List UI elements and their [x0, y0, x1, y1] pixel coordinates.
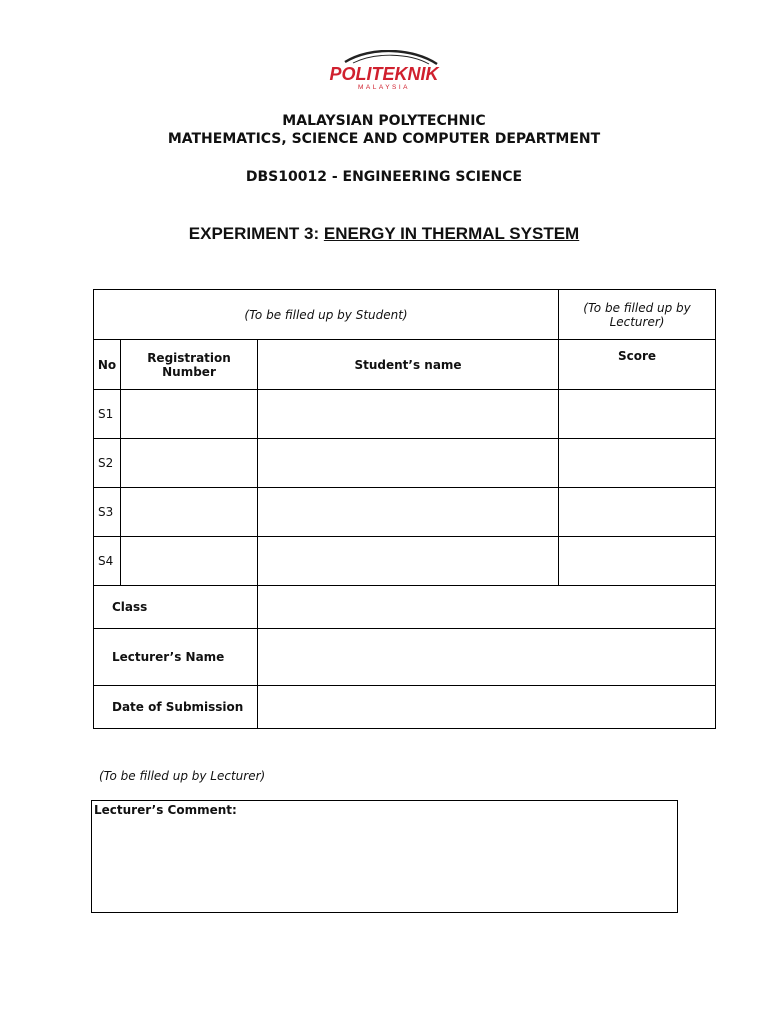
student-name-cell-s1[interactable]: [258, 390, 559, 439]
row-label-s4: S4: [94, 537, 121, 586]
score-cell-s1[interactable]: [559, 390, 716, 439]
class-label: Class: [94, 586, 258, 629]
student-name-cell-s3[interactable]: [258, 488, 559, 537]
course-title: DBS10012 - ENGINEERING SCIENCE: [245, 169, 523, 185]
col-header-student-name: Student’s name: [258, 340, 559, 390]
student-name-cell-s4[interactable]: [258, 537, 559, 586]
lecturer-section-note: (To be filled up by Lecturer): [99, 769, 266, 783]
student-name-cell-s2[interactable]: [258, 439, 559, 488]
politeknik-logo-icon: [313, 50, 455, 92]
lecturer-name-field[interactable]: [258, 629, 716, 686]
experiment-name: ENERGY IN THERMAL SYSTEM: [323, 224, 580, 243]
experiment-title: [0, 224, 768, 244]
registration-cell-s3[interactable]: [121, 488, 258, 537]
row-label-s3: S3: [94, 488, 121, 537]
logo-wordmark: POLITEKNIK: [329, 64, 439, 84]
score-cell-s3[interactable]: [559, 488, 716, 537]
col-header-no: No: [94, 340, 121, 390]
logo-subtitle: MALAYSIA: [357, 84, 411, 91]
row-label-s2: S2: [94, 439, 121, 488]
row-label-s1: S1: [94, 390, 121, 439]
student-info-table: [93, 289, 716, 729]
lecturer-name-label: Lecturer’s Name: [94, 629, 258, 686]
score-cell-s2[interactable]: [559, 439, 716, 488]
experiment-prefix: EXPERIMENT 3:: [188, 224, 320, 243]
col-header-score: Score: [559, 340, 716, 390]
class-field[interactable]: [258, 586, 716, 629]
registration-cell-s1[interactable]: [121, 390, 258, 439]
lecturer-fill-note: (To be filled up by Lecturer): [559, 290, 716, 340]
institution-title: MALAYSIAN POLYTECHNIC: [282, 113, 486, 129]
politeknik-logo: [313, 50, 455, 92]
submission-date-label: Date of Submission: [94, 686, 258, 729]
submission-date-field[interactable]: [258, 686, 716, 729]
col-header-registration: Registration Number: [121, 340, 258, 390]
student-fill-note: (To be filled up by Student): [94, 290, 559, 340]
lecturer-comment-title: Lecturer’s Comment:: [94, 803, 237, 817]
registration-cell-s4[interactable]: [121, 537, 258, 586]
lecturer-comment-box[interactable]: [91, 800, 678, 913]
department-title: MATHEMATICS, SCIENCE AND COMPUTER DEPARTMENT: [167, 131, 601, 147]
registration-cell-s2[interactable]: [121, 439, 258, 488]
score-cell-s4[interactable]: [559, 537, 716, 586]
